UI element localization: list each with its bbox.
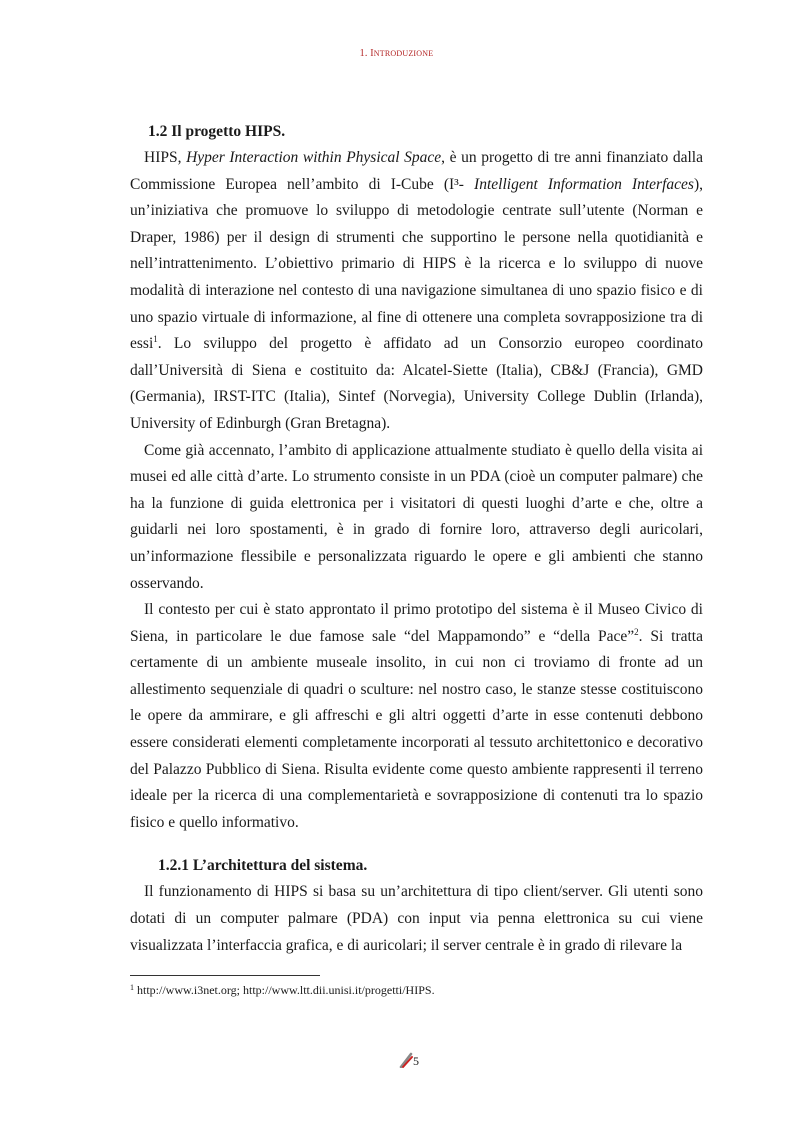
footnote-text: http://www.i3net.org; http://www.ltt.dii.unisi.it/progetti/HIPS. xyxy=(134,983,435,997)
paragraph-1 xyxy=(130,145,703,438)
page-number: 5 xyxy=(413,1054,419,1068)
running-header xyxy=(0,48,793,59)
footnote-ref-1[interactable]: 1 xyxy=(153,334,158,345)
chapter-number: 1. xyxy=(359,48,371,59)
section-heading: 1.2 Il progetto HIPS. xyxy=(148,123,286,140)
section-spacer xyxy=(130,836,703,852)
paragraph-1-text-d: . Lo sviluppo del progetto è affidato ad un Consorzio europeo coordinato dall’Università di Siena e costituito da: Alcatel-Siette (Italia), CB&J (Francia), GMD (Germania), IRST-ITC (Italia), Sintef (Norvegia), University College Dublin (Irlanda), University of Edinburgh (Gran Bretagna). xyxy=(130,335,703,432)
paragraph-3-text-b: . Si tratta certamente di un ambiente museale insolito, in cui non ci troviamo di fronte ad un allestimento sequenziale di quadri o sculture: nel nostro caso, le stanze stesse costituiscono le opere da ammirare, e gli affreschi e gli altri oggetti d’arte in esse contenuti debbono essere considerati elementi completamente incorporati al tessuto architettonico e decorativo del Palazzo Pubblico di Siena. Risulta evidente come questo ambiente rappresenti il terreno ideale per la ricerca di una complementarietà e sovrapposizione di contenuti tra lo spazio fisico e quello informativo. xyxy=(130,627,703,831)
paragraph-1-emphasis-a: Hyper Interaction within Physical Space xyxy=(186,149,442,166)
paragraph-1-text-b: , è un progetto di tre anni finanziato dalla Commissione Europea nell’ambito di I-Cube (I³- xyxy=(130,149,703,193)
paragraph-3-text-a: Il contesto per cui è stato approntato il primo prototipo del sistema è il Museo Civico di Siena, in particolare le due famose sale “del Mappamondo” e “della Pace” xyxy=(130,601,703,645)
paragraph-1-text-a: HIPS, xyxy=(144,149,187,166)
paragraph-4: Il funzionamento di HIPS si basa su un’architettura di tipo client/server. Gli utenti sono dotati di un computer palmare (PDA) con input via penna elettronica su cui viene visualizzata l’interfaccia grafica, e di auricolari; il server centrale è in grado di rilevare la xyxy=(130,883,703,954)
footnote-divider xyxy=(130,975,320,976)
paragraph-3 xyxy=(130,597,703,836)
footnote-mark: 1 xyxy=(130,983,134,992)
paragraph-1-text-c: ), un’iniziativa che promuove lo sviluppo di metodologie centrate sull’utente (Norman e Draper, 1986) per il design di strumenti che supportino le persone nella quotidianità e nell’intrattenimento. L’obiettivo primario di HIPS è la ricerca e lo sviluppo di nuove modalità di interazione nel contesto di una navigazione simultanea di uno spazio fisico e di uno spazio virtuale di informazione, al fine di ottenere una completa sovrapposizione tra di essi xyxy=(130,175,703,353)
paragraph-2: Come già accennato, l’ambito di applicazione attualmente studiato è quello della visita ai musei ed alle città d’arte. Lo strumento consiste in un PDA (cioè un computer palmare) che ha la funzione di guida elettronica per i visitatori di questi luoghi d’arte e che, oltre a guidarli nei loro spostamenti, è in grado di fornire loro, attraverso degli auricolari, un’informazione flessibile e personalizzata riguardo le opere e gli ambienti che stanno osservando. xyxy=(130,441,703,592)
page-body xyxy=(130,118,703,959)
pen-logo-icon xyxy=(399,1052,413,1068)
subsection-heading: 1.2.1 L’architettura del sistema. xyxy=(158,857,368,875)
chapter-initial: I xyxy=(370,48,374,59)
footnote-1 xyxy=(130,983,703,998)
chapter-title-rest: NTRODUZIONE xyxy=(373,49,434,58)
footnote-ref-2[interactable]: 2 xyxy=(634,626,639,637)
paragraph-1-emphasis-b: Intelligent Information Interfaces xyxy=(474,175,694,193)
page-number-block xyxy=(399,1052,419,1068)
